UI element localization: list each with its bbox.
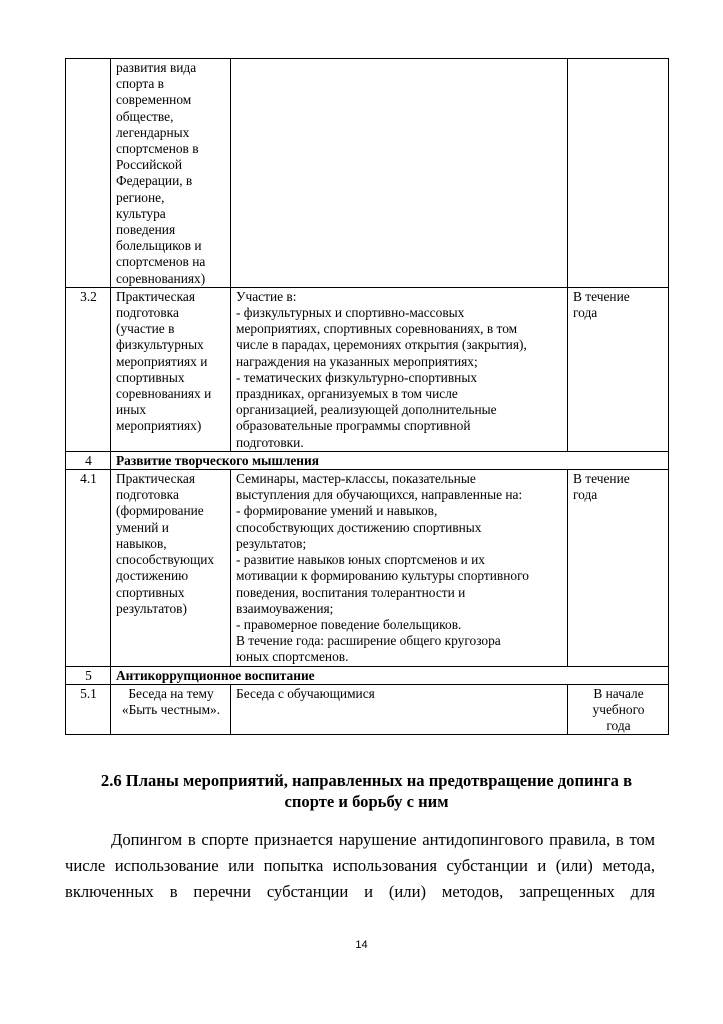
row-number: 4.1 [66, 470, 111, 666]
cell-line: года [606, 718, 631, 734]
cell-line: образовательные программы спортивной [236, 418, 471, 434]
activity-form-cell [111, 287, 231, 451]
cell-line: - развитие навыков юных спортсменов и их [236, 552, 485, 568]
cell-line: взаимоуважения; [236, 600, 334, 616]
cell-line: иных [116, 402, 147, 418]
cell-line: мероприятиях) [116, 418, 202, 434]
cell-line: Федерации, в [116, 173, 193, 189]
activity-content-cell [231, 470, 568, 666]
section-number: 4 [66, 451, 111, 469]
cell-line: спортсменов в [116, 141, 199, 157]
cell-line: выступления для обучающихся, направленные на: [236, 487, 523, 503]
cell-line: умений и [116, 519, 169, 535]
cell-line: болельщиков и [116, 238, 202, 254]
row-number [66, 59, 111, 288]
table-row [66, 59, 669, 288]
cell-line: Беседа с обучающимися [236, 685, 375, 701]
timing-cell [568, 470, 669, 666]
cell-line: соревнованиях) [116, 270, 206, 286]
cell-line: Семинары, мастер-классы, показательные [236, 471, 476, 487]
cell-line: культура [116, 205, 166, 221]
section-title: Антикоррупционное воспитание [111, 666, 669, 684]
page-number: 14 [355, 939, 368, 951]
cell-line: «Быть честным». [121, 701, 221, 717]
body-paragraph [65, 827, 655, 905]
section-row [66, 451, 669, 469]
timing-cell [568, 684, 669, 735]
cell-line: мероприятиях и [116, 353, 208, 369]
cell-line: навыков, [116, 535, 167, 551]
activity-form-cell [111, 470, 231, 666]
cell-line: (формирование [116, 503, 204, 519]
activity-form-cell [111, 684, 231, 735]
cell-line: организацией, реализующей дополнительные [236, 402, 497, 418]
section-heading [65, 770, 668, 812]
activity-content-cell [231, 59, 568, 288]
cell-line: В течение года: расширение общего кругозора [236, 633, 501, 649]
cell-line: развития вида [116, 60, 197, 75]
table-row [66, 287, 669, 451]
cell-line: спорта в [116, 76, 164, 92]
cell-line: спортивных [116, 584, 185, 600]
cell-line: мероприятиях, спортивных соревнованиях, в том [236, 321, 518, 337]
heading-line: спорте и борьбу с ним [284, 792, 449, 811]
cell-line: года [573, 305, 598, 321]
paragraph-line: включенных в перечни субстанции и (или) методов, запрещенных для [65, 882, 655, 901]
cell-line: соревнованиях и [116, 386, 212, 402]
cell-line: учебного [592, 701, 645, 717]
timing-cell [568, 287, 669, 451]
activity-form-cell [111, 59, 231, 288]
cell-line: - формирование умений и навыков, [236, 503, 438, 519]
cell-line: В начале [593, 685, 644, 701]
section-number: 5 [66, 666, 111, 684]
cell-line: подготовка [116, 305, 179, 321]
cell-line: награждения на указанных мероприятиях; [236, 353, 478, 369]
table-row [66, 684, 669, 735]
cell-line: поведения, воспитания толерантности и [236, 584, 466, 600]
cell-line: года [573, 487, 598, 503]
cell-line: Участие в: [236, 288, 297, 304]
cell-line: Российской [116, 157, 182, 173]
cell-line: - правомерное поведение болельщиков. [236, 616, 462, 632]
cell-line: физкультурных [116, 337, 204, 353]
timing-cell [568, 59, 669, 288]
cell-line: мотивации к формированию культуры спортивного [236, 568, 529, 584]
row-number: 3.2 [66, 287, 111, 451]
cell-line: Беседа на тему [128, 685, 214, 701]
cell-line: результатов; [236, 535, 307, 551]
cell-line: современном [116, 92, 192, 108]
cell-line: - тематических физкультурно-спортивных [236, 369, 478, 385]
cell-line: спортсменов на [116, 254, 206, 270]
cell-line: достижению [116, 568, 189, 584]
heading-line: 2.6 Планы мероприятий, направленных на предотвращение допинга в [100, 771, 633, 790]
activity-content-cell [231, 287, 568, 451]
row-number: 5.1 [66, 684, 111, 735]
cell-line: способствующих [116, 552, 215, 568]
cell-line: Практическая [116, 471, 196, 487]
activities-table [65, 58, 669, 735]
cell-line: поведения [116, 222, 176, 238]
cell-line: способствующих достижению спортивных [236, 519, 482, 535]
cell-line: праздниках, организуемых в том числе [236, 386, 458, 402]
table-row [66, 470, 669, 666]
paragraph-line: Допингом в спорте признается нарушение антидопингового правила, в том [111, 830, 655, 849]
activity-content-cell [231, 684, 568, 735]
cell-line: В течение [573, 288, 630, 304]
cell-line: подготовка [116, 487, 179, 503]
cell-line: числе в парадах, церемониях открытия (закрытия), [236, 337, 527, 353]
cell-line: результатов) [116, 600, 187, 616]
cell-line: подготовки. [236, 434, 304, 450]
section-row [66, 666, 669, 684]
cell-line: юных спортсменов. [236, 649, 349, 665]
paragraph-line: числе использование или попытка использования субстанции и (или) метода, [65, 856, 655, 875]
cell-line: легендарных [116, 124, 190, 140]
cell-line: Практическая [116, 288, 196, 304]
cell-line: регионе, [116, 189, 165, 205]
cell-line: спортивных [116, 369, 185, 385]
section-title: Развитие творческого мышления [111, 451, 669, 469]
cell-line: - физкультурных и спортивно-массовых [236, 305, 465, 321]
cell-line: В течение [573, 471, 630, 487]
cell-line: обществе, [116, 108, 174, 124]
cell-line: (участие в [116, 321, 175, 337]
